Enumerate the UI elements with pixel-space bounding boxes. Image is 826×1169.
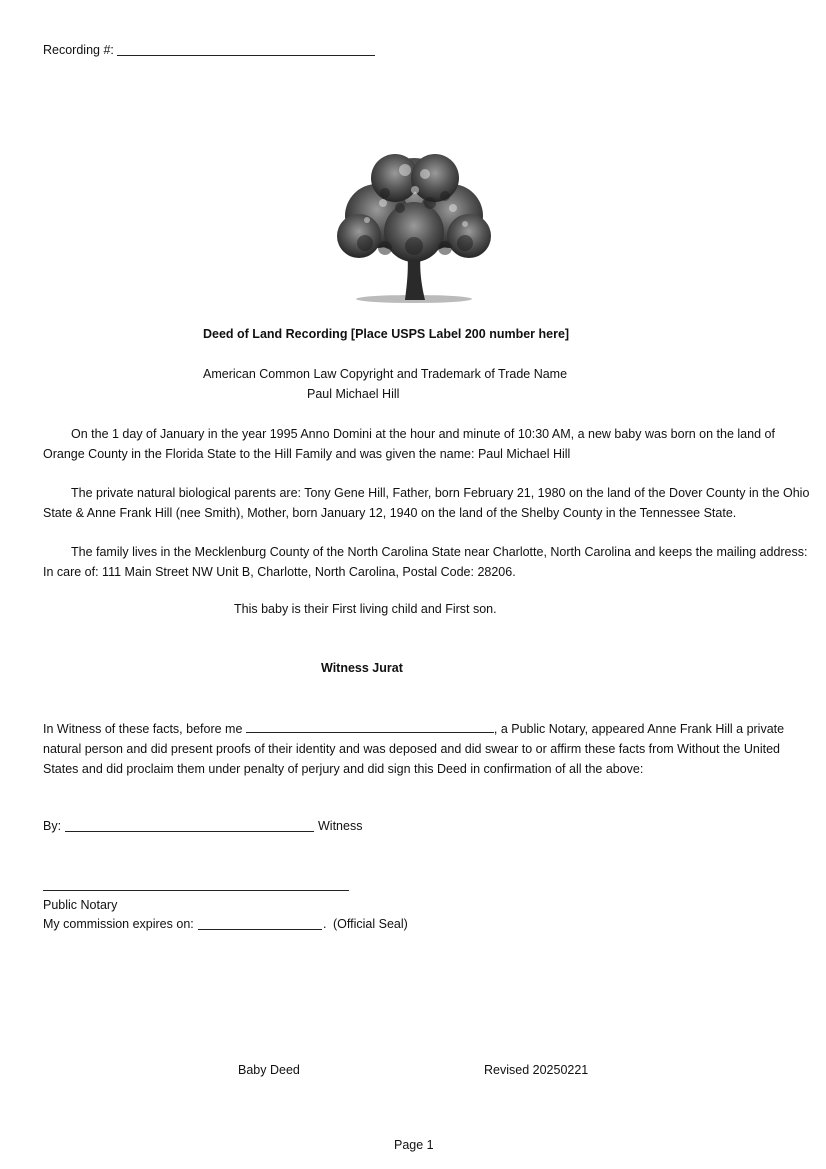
recording-number-blank[interactable]: [117, 55, 375, 56]
witness-signature-blank[interactable]: [65, 831, 314, 832]
residence-paragraph: [43, 542, 818, 582]
notary-signature-line[interactable]: [43, 890, 349, 891]
notary-name-blank[interactable]: [246, 720, 494, 733]
commission-date-blank[interactable]: [198, 929, 322, 930]
parents-paragraph: [43, 483, 813, 523]
page-number: Page 1: [394, 1138, 434, 1152]
commission-period: .: [323, 917, 327, 931]
jurat-text-after: , a Public Notary, appeared Anne Frank Hill a private natural person and did present proofs of their identity and was deposed and did swear to or affirm these facts from Without the United States and did proclaim them under penalty of perjury and did sign this Deed in confirmation of all the above:: [43, 722, 785, 776]
notary-label: Public Notary: [43, 898, 118, 912]
copyright-line: American Common Law Copyright and Trademark of Trade Name: [203, 367, 568, 381]
residence-text: The family lives in the Mecklenburg County of the North Carolina State near Charlotte, North Carolina and keeps the mailing address: In care of: 111 Main Street NW Unit B, Charlotte, North Carolina, Postal Code: 28206.: [43, 545, 808, 579]
jurat-heading: Witness Jurat: [321, 661, 403, 675]
by-label: By:: [43, 819, 62, 833]
jurat-text-before: In Witness of these facts, before me: [43, 722, 243, 736]
footer-left: Baby Deed: [238, 1063, 300, 1077]
jurat-paragraph: [43, 719, 813, 779]
footer-right: Revised 20250221: [484, 1063, 589, 1077]
official-seal-label: (Official Seal): [333, 917, 408, 931]
birth-text: On the 1 day of January in the year 1995 Anno Domini at the hour and minute of 10:30 AM, a new baby was born on the land of Orange County in the Florida State to the Hill Family and was given the name: Paul Michael Hill: [43, 427, 775, 461]
parents-text: The private natural biological parents are: Tony Gene Hill, Father, born February 21, 1980 on the land of the Dover County in the Ohio State & Anne Frank Hill (nee Smith), Mother, born January 12, 1940 on the land of the Shelby County in the Tennessee State.: [43, 486, 810, 520]
oak-tree-illustration: [325, 148, 503, 310]
trade-name: Paul Michael Hill: [307, 387, 400, 401]
recording-label: Recording #:: [43, 43, 114, 57]
birth-paragraph: [43, 424, 813, 464]
child-order-line: This baby is their First living child and First son.: [234, 602, 497, 616]
witness-label: Witness: [318, 819, 363, 833]
document-title: Deed of Land Recording [Place USPS Label 200 number here]: [203, 327, 570, 341]
commission-label: My commission expires on:: [43, 917, 194, 931]
